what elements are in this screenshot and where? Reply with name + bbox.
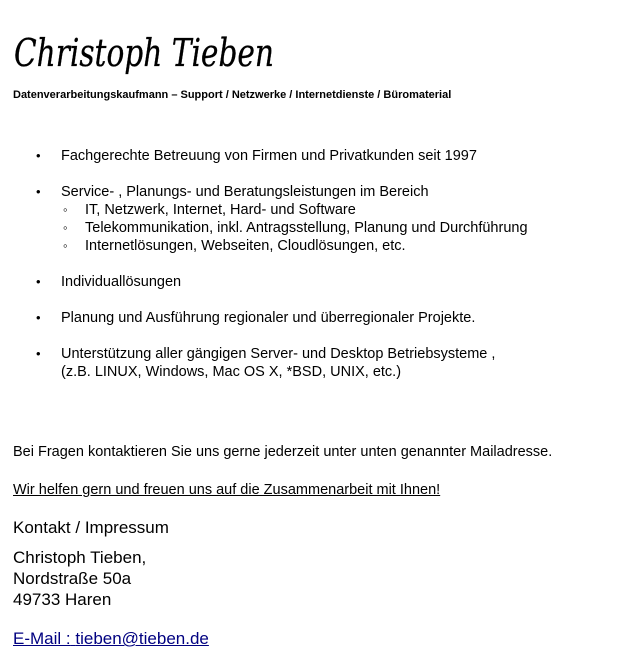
sub-list xyxy=(61,201,620,255)
list-item xyxy=(0,309,620,327)
email-label: E-Mail : xyxy=(13,629,71,648)
address-name: Christoph Tieben, xyxy=(13,548,147,567)
list-item-label: Fachgerechte Betreuung von Firmen und Privatkunden seit 1997 xyxy=(61,148,477,164)
list-item-label: • Unterstützung aller gängigen Server- und Desktop Betriebsysteme , xyxy=(61,346,496,362)
list-item xyxy=(0,273,620,291)
email-link[interactable] xyxy=(13,629,209,648)
list-item-label: Planung und Ausführung regionaler und überregionaler Projekte. xyxy=(61,310,476,326)
email-address: tieben@tieben.de xyxy=(75,629,209,648)
contact-question: Bei Fragen kontaktieren Sie uns gerne jederzeit unter unten genannter Mailadresse. xyxy=(13,444,553,460)
list-item xyxy=(0,345,620,381)
tagline: Datenverarbeitungskaufmann – Support / Netzwerke / Internetdienste / Büromaterial xyxy=(13,89,452,101)
sub-list-item: ◦ Internetlösungen, Webseiten, Cloudlösungen, etc. xyxy=(61,237,620,255)
contact-heading: Kontakt / Impressum xyxy=(13,518,169,537)
signature-logo xyxy=(12,28,282,80)
address-street: Nordstraße 50a xyxy=(13,569,132,588)
email-line xyxy=(13,629,209,649)
list-item-label-cont: (z.B. LINUX, Windows, Mac OS X, *BSD, UNIX, etc.) xyxy=(61,364,402,380)
address-city: 49733 Haren xyxy=(13,590,112,609)
help-text: Wir helfen gern und freuen uns auf die Zusammenarbeit mit Ihnen! xyxy=(13,482,441,498)
sub-list-item: ◦ IT, Netzwerk, Internet, Hard- und Software xyxy=(61,201,620,219)
list-item-label: Service- , Planungs- und Beratungsleistungen im Bereich xyxy=(61,184,429,200)
list-item xyxy=(0,183,620,255)
list-item-label: Individuallösungen xyxy=(61,274,182,290)
list-item xyxy=(0,147,620,165)
address-block xyxy=(13,547,146,610)
svg-text:Christoph Tieben: Christoph Tieben xyxy=(14,31,274,75)
sub-list-item: ◦ Telekommunikation, inkl. Antragsstellung, Planung und Durchführung xyxy=(61,219,620,237)
services-list xyxy=(0,147,620,399)
